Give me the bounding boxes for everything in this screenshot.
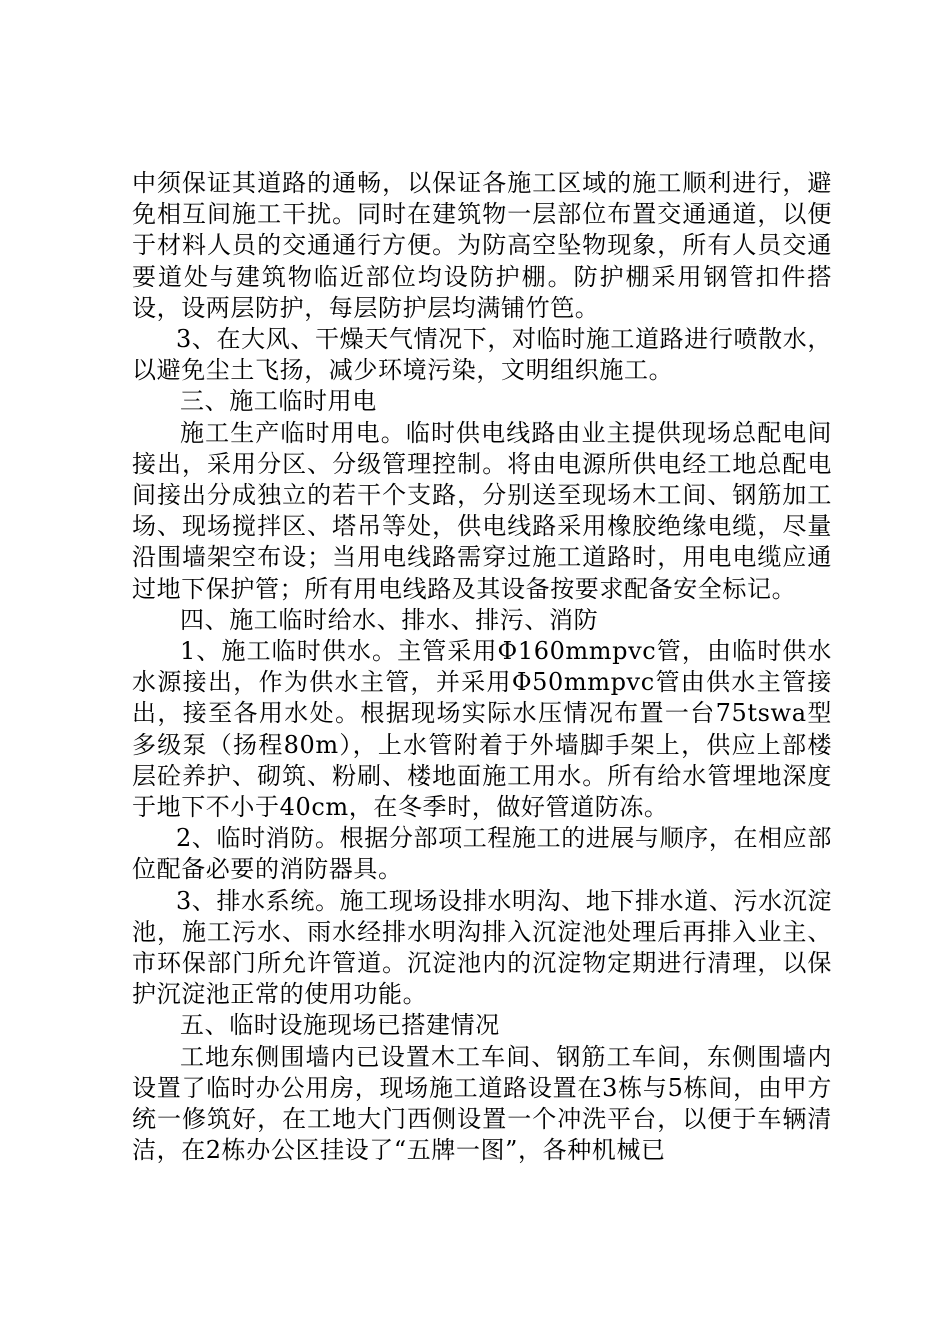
section-heading-temporary-facilities: 五、临时设施现场已搭建情况 [180, 1011, 500, 1040]
document-body [132, 168, 832, 1167]
paragraph-temporary-power: 施工生产临时用电。临时供电线路由业主提供现场总配电间接出，采用分区、分级管理控制。将由电源所供电经工地总配电间接出分成独立的若干个支路，分别送至现场木工间、钢筋加工场、现场搅拌区、塔吊等处，供电线路采用橡胶绝缘电缆，尽量沿围墙架空布设；当用电线路需穿过施工道路时，用电电缆应通过地下保护管；所有用电线路及其设备按要求配备安全标记。 [132, 418, 832, 603]
section-heading-water-drainage-fire: 四、施工临时给水、排水、排污、消防 [180, 605, 599, 634]
paragraph-drainage-system: 3、排水系统。施工现场设排水明沟、地下排水道、污水沉淀池，施工污水、雨水经排水明沟排入沉淀池处理后再排入业主、市环保部门所允许管道。沉淀池内的沉淀物定期进行清理，以保护沉淀池正常的使用功能。 [132, 886, 832, 1009]
paragraph-fire-protection: 2、临时消防。根据分部项工程施工的进展与顺序，在相应部位配备必要的消防器具。 [132, 824, 832, 884]
paragraph-road-access: 中须保证其道路的通畅，以保证各施工区域的施工顺利进行，避免相互间施工干扰。同时在建筑物一层部位布置交通通道，以便于材料人员的交通通行方便。为防高空坠物现象，所有人员交通要道处与建筑物临近部位均设防护棚。防护棚采用钢管扣件搭设，设两层防护，每层防护层均满铺竹笆。 [132, 169, 832, 322]
paragraph-temporary-facilities: 工地东侧围墙内已设置木工车间、钢筋工车间，东侧围墙内设置了临时办公用房，现场施工道路设置在3栋与5栋间，由甲方统一修筑好，在工地大门西侧设置一个冲洗平台，以便于车辆清洁，在2栋办公区挂设了“五牌一图”，各种机械已 [132, 1042, 832, 1165]
section-heading-temporary-power: 三、施工临时用电 [180, 387, 377, 416]
paragraph-dust-control: 3、在大风、干燥天气情况下，对临时施工道路进行喷散水，以避免尘土飞扬，减少环境污染，文明组织施工。 [132, 325, 832, 385]
paragraph-water-supply: 1、施工临时供水。主管采用Φ160mmpvc管，由临时供水水源接出，作为供水主管，并采用Φ50mmpvc管由供水主管接出，接至各用水处。根据现场实际水压情况布置一台75tswa型多级泵（扬程80m），上水管附着于外墙脚手架上，供应上部楼层砼养护、砌筑、粉刷、楼地面施工用水。所有给水管埋地深度于地下不小于40cm，在冬季时，做好管道防冻。 [132, 637, 832, 822]
